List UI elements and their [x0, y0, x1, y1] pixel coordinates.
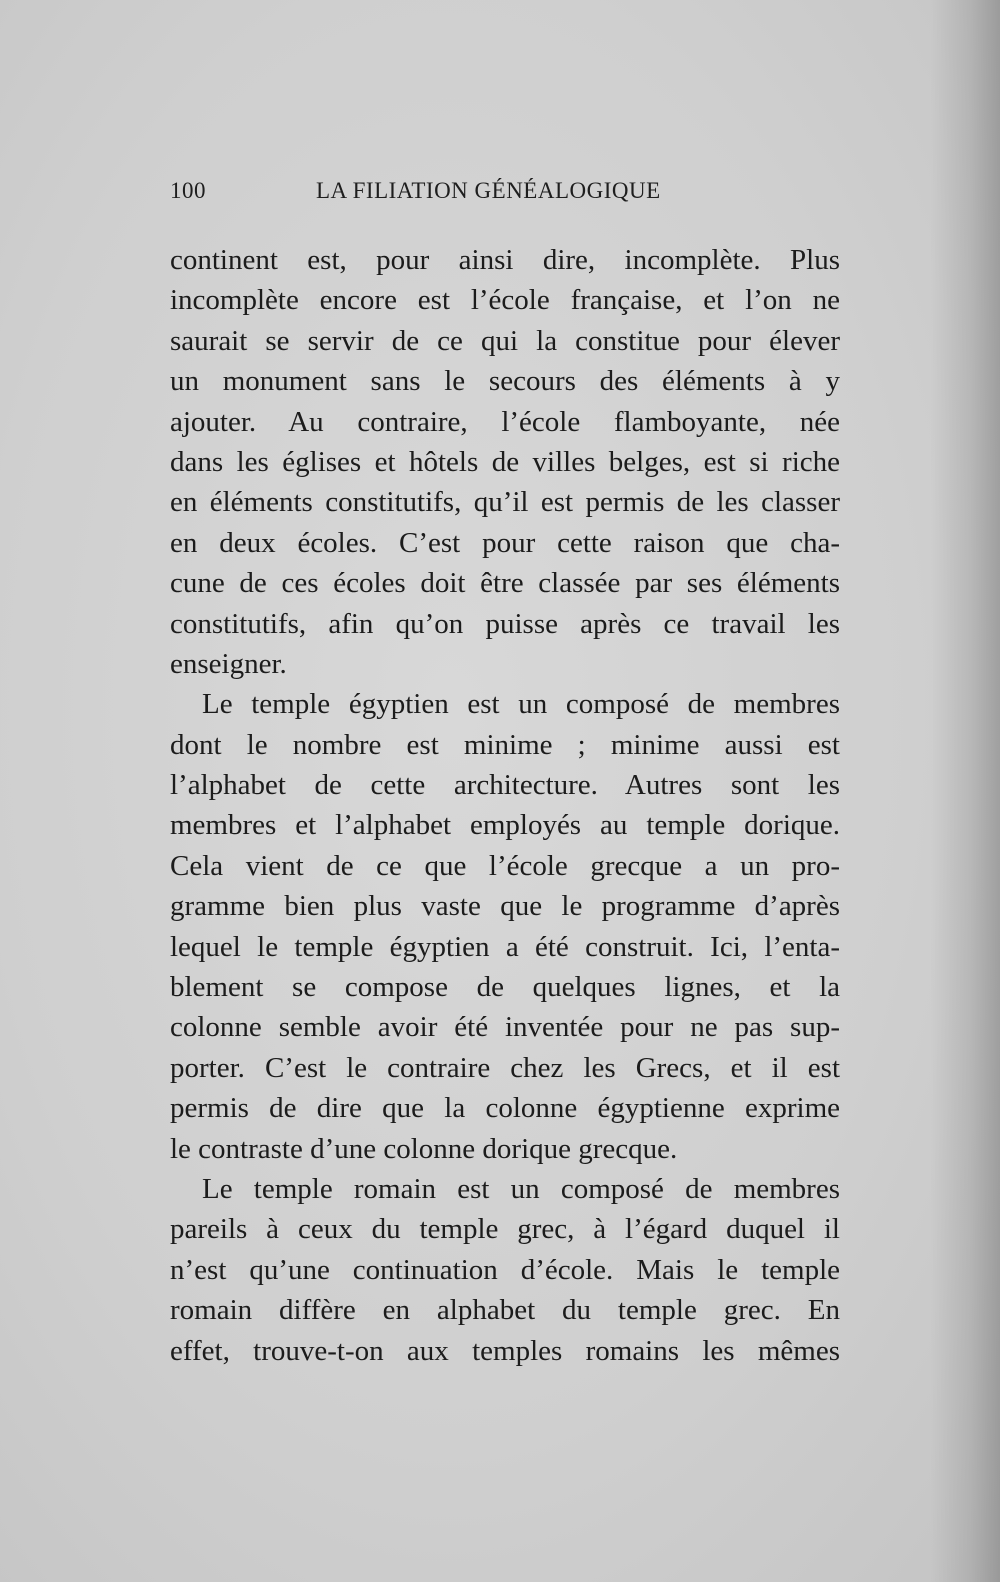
text-line: Cela vient de ce que l’école grecque a un pro-	[170, 849, 840, 882]
text-line: en deux écoles. C’est pour cette raison que cha-	[170, 526, 840, 559]
text-line: n’est qu’une continuation d’école. Mais le temple	[170, 1253, 840, 1286]
text-line: blement se compose de quelques lignes, et la	[170, 971, 840, 1004]
text-line: colonne semble avoir été inventée pour ne pas sup-	[170, 1011, 840, 1044]
text-line: effet, trouve-t-on aux temples romains les mêmes	[170, 1334, 840, 1367]
body-text	[170, 240, 840, 1371]
text-line: constitutifs, afin qu’on puisse après ce travail les	[170, 607, 840, 640]
text-line: cune de ces écoles doit être classée par ses éléments	[170, 567, 840, 600]
text-line: porter. C’est le contraire chez les Grecs, et il est	[170, 1051, 840, 1084]
text-line: dont le nombre est minime ; minime aussi est	[170, 728, 840, 761]
page-number: 100	[170, 178, 206, 203]
text-line: membres et l’alphabet employés au temple dorique.	[170, 809, 840, 842]
text-line: saurait se servir de ce qui la constitue pour élever	[170, 324, 840, 357]
text-line: pareils à ceux du temple grec, à l’égard duquel il	[170, 1213, 840, 1246]
text-line: romain diffère en alphabet du temple grec. En	[170, 1294, 840, 1327]
text-line: en éléments constitutifs, qu’il est permis de les classer	[170, 486, 840, 519]
text-line: enseigner.	[170, 647, 287, 680]
text-line: incomplète encore est l’école française, et l’on ne	[170, 284, 840, 317]
text-line: un monument sans le secours des éléments à y	[170, 365, 840, 398]
text-line: ajouter. Au contraire, l’école flamboyante, née	[170, 405, 840, 438]
text-line: gramme bien plus vaste que le programme d’après	[170, 890, 840, 923]
text-line: continent est, pour ainsi dire, incomplète. Plus	[170, 244, 840, 276]
text-line: permis de dire que la colonne égyptienne exprime	[170, 1092, 840, 1125]
text-line: dans les églises et hôtels de villes belges, est si riche	[170, 445, 840, 478]
paragraph-start-line: Le temple égyptien est un composé de membres	[202, 688, 840, 721]
running-head	[170, 172, 840, 208]
text-line: le contraste d’une colonne dorique grecque.	[170, 1132, 678, 1165]
running-title: LA FILIATION GÉNÉALOGIQUE	[316, 178, 661, 203]
paragraph-start-line: Le temple romain est un composé de membres	[202, 1172, 840, 1205]
text-line: l’alphabet de cette architecture. Autres sont les	[170, 769, 840, 802]
text-line: lequel le temple égyptien a été construit. Ici, l’enta-	[170, 930, 840, 963]
